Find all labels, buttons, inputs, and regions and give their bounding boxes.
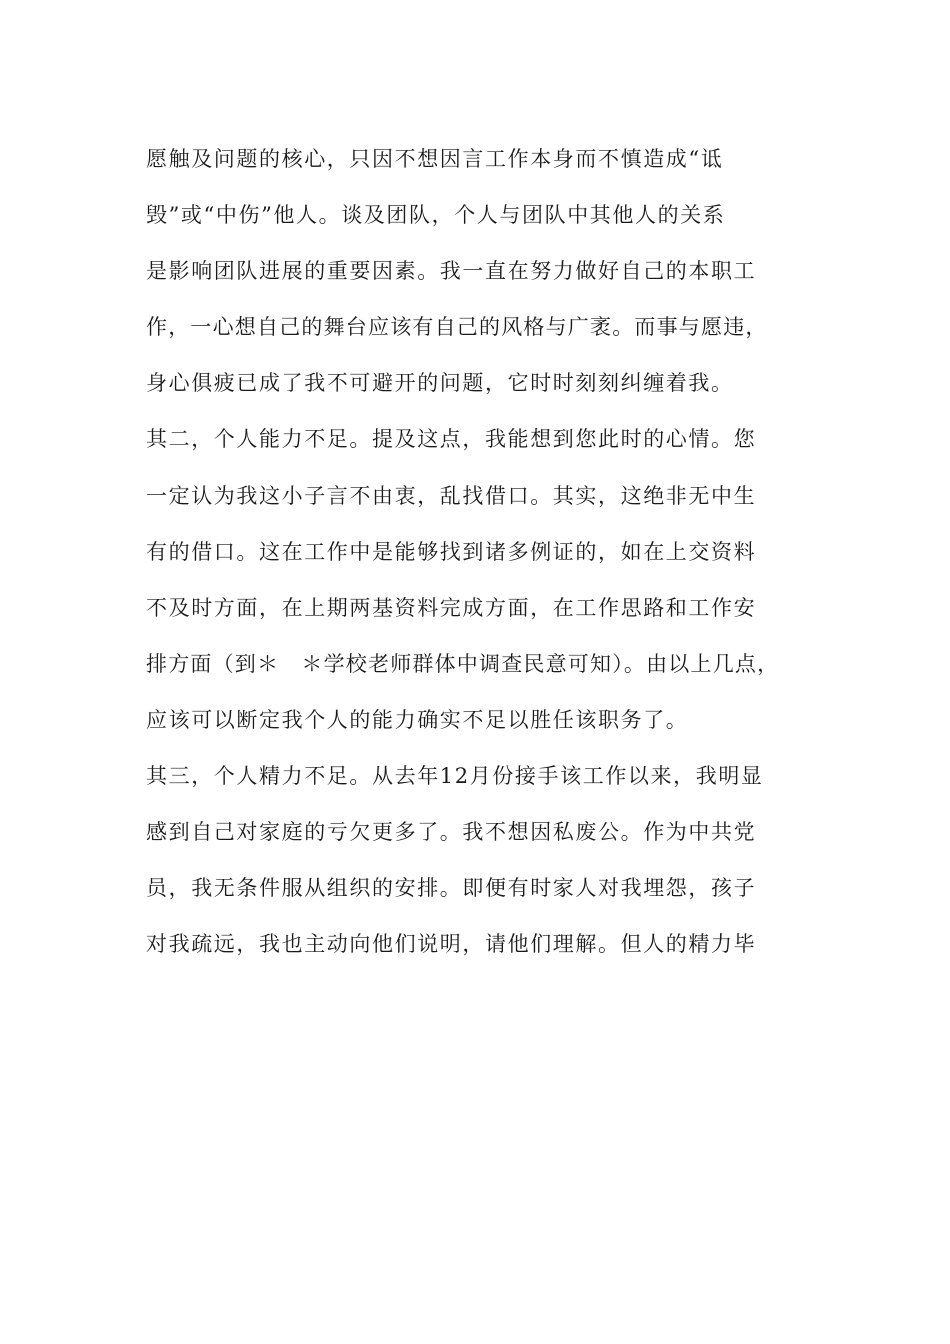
text-line-9: 不及时方面，在上期两基资料完成方面，在工作思路和工作安	[146, 595, 757, 620]
text-line-10: 排方面（到＊ ＊学校老师群体中调查民意可知）。由以上几点，	[146, 651, 780, 676]
text-line-12: 其三，个人精力不足。从去年12月份接手该工作以来，我明显	[146, 764, 764, 789]
body-text	[146, 131, 836, 972]
text-line-2: 毁”或“中伤”他人。谈及团队，个人与团队中其他人的关系	[146, 203, 726, 228]
text-line-6: 其二，个人能力不足。提及这点，我能想到您此时的心情。您	[146, 427, 757, 452]
text-line-5: 身心俱疲已成了我不可避开的问题，它时时刻刻纠缠着我。	[146, 371, 734, 396]
text-line-4: 作，一心想自己的舞台应该有自己的风格与广袤。而事与愿违，	[146, 315, 768, 340]
text-line-14: 员，我无条件服从组织的安排。即便有时家人对我埋怨，孩子	[146, 876, 757, 901]
text-line-8: 有的借口。这在工作中是能够找到诸多例证的，如在上交资料	[146, 539, 757, 564]
text-line-1: 愿触及问题的核心，只因不想因言工作本身而不慎造成“诋	[146, 147, 724, 171]
text-line-11: 应该可以断定我个人的能力确实不足以胜任该职务了。	[146, 707, 689, 732]
text-line-15: 对我疏远，我也主动向他们说明，请他们理解。但人的精力毕	[146, 932, 757, 957]
text-line-7: 一定认为我这小子言不由衷，乱找借口。其实，这绝非无中生	[146, 483, 757, 508]
text-line-3: 是影响团队进展的重要因素。我一直在努力做好自己的本职工	[146, 259, 757, 284]
text-line-13: 感到自己对家庭的亏欠更多了。我不想因私废公。作为中共党	[146, 820, 757, 845]
